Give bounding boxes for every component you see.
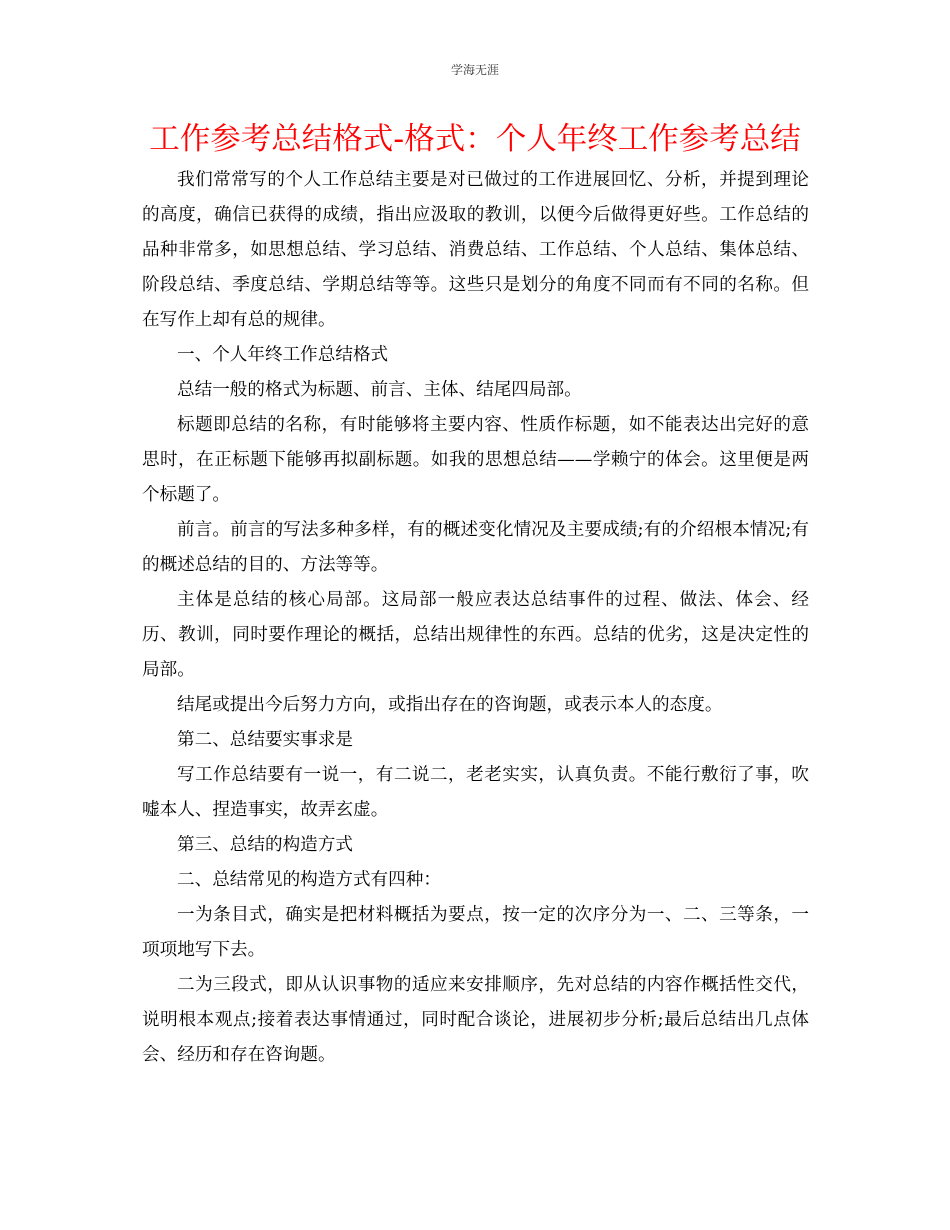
section-heading-truthful: 第二、总结要实事求是	[177, 730, 353, 750]
paragraph-three-part: 二为三段式，即从认识事物的适应来安排顺序，先对总结的内容作概括性交代，说明根本观点;接着表达事情通过，同时配合谈论，进展初步分析;最后总结出几点体会、经历和存在咨询题。	[142, 975, 809, 1065]
document-title: 工作参考总结格式-格式：个人年终工作参考总结	[149, 122, 801, 157]
paragraph-truthful: 写工作总结要有一说一，有二说二，老老实实，认真负责。不能行敷衍了事，吹嘘本人、捏造事实，故弄玄虚。	[142, 765, 809, 820]
section-heading-four-structures: 二、总结常见的构造方式有四种：	[177, 870, 441, 890]
paragraph-preface: 前言。前言的写法多种多样，有的概述变化情况及主要成绩;有的介绍根本情况;有的概述总结的目的、方法等等。	[142, 520, 809, 575]
document-body	[142, 163, 809, 1073]
section-heading-format: 一、个人年终工作总结格式	[177, 345, 389, 365]
paragraph-main-body: 主体是总结的核心局部。这局部一般应表达总结事件的过程、做法、体会、经历、教训，同时要作理论的概括，总结出规律性的东西。总结的优劣，这是决定性的局部。	[142, 590, 809, 680]
paragraph-general-format: 总结一般的格式为标题、前言、主体、结尾四局部。	[177, 380, 582, 400]
paragraph-title: 标题即总结的名称，有时能够将主要内容、性质作标题，如不能表达出完好的意思时，在正标题下能够再拟副标题。如我的思想总结——学赖宁的体会。这里便是两个标题了。	[142, 415, 809, 505]
paragraph-intro: 我们常常写的个人工作总结主要是对已做过的工作进展回忆、分析，并提到理论的高度，确信已获得的成绩，指出应汲取的教训，以便今后做得更好些。工作总结的品种非常多，如思想总结、学习总结、消费总结、工作总结、个人总结、集体总结、阶段总结、季度总结、学期总结等等。这些只是划分的角度不同而有不同的名称。但在写作上却有总的规律。	[142, 170, 809, 330]
paragraph-ending: 结尾或提出今后努力方向，或指出存在的咨询题，或表示本人的态度。	[177, 695, 723, 715]
page-header-watermark: 学海无涯	[450, 63, 499, 77]
section-heading-structure: 第三、总结的构造方式	[177, 835, 353, 855]
paragraph-itemized: 一为条目式，确实是把材料概括为要点，按一定的次序分为一、二、三等条，一项项地写下去。	[142, 905, 809, 960]
